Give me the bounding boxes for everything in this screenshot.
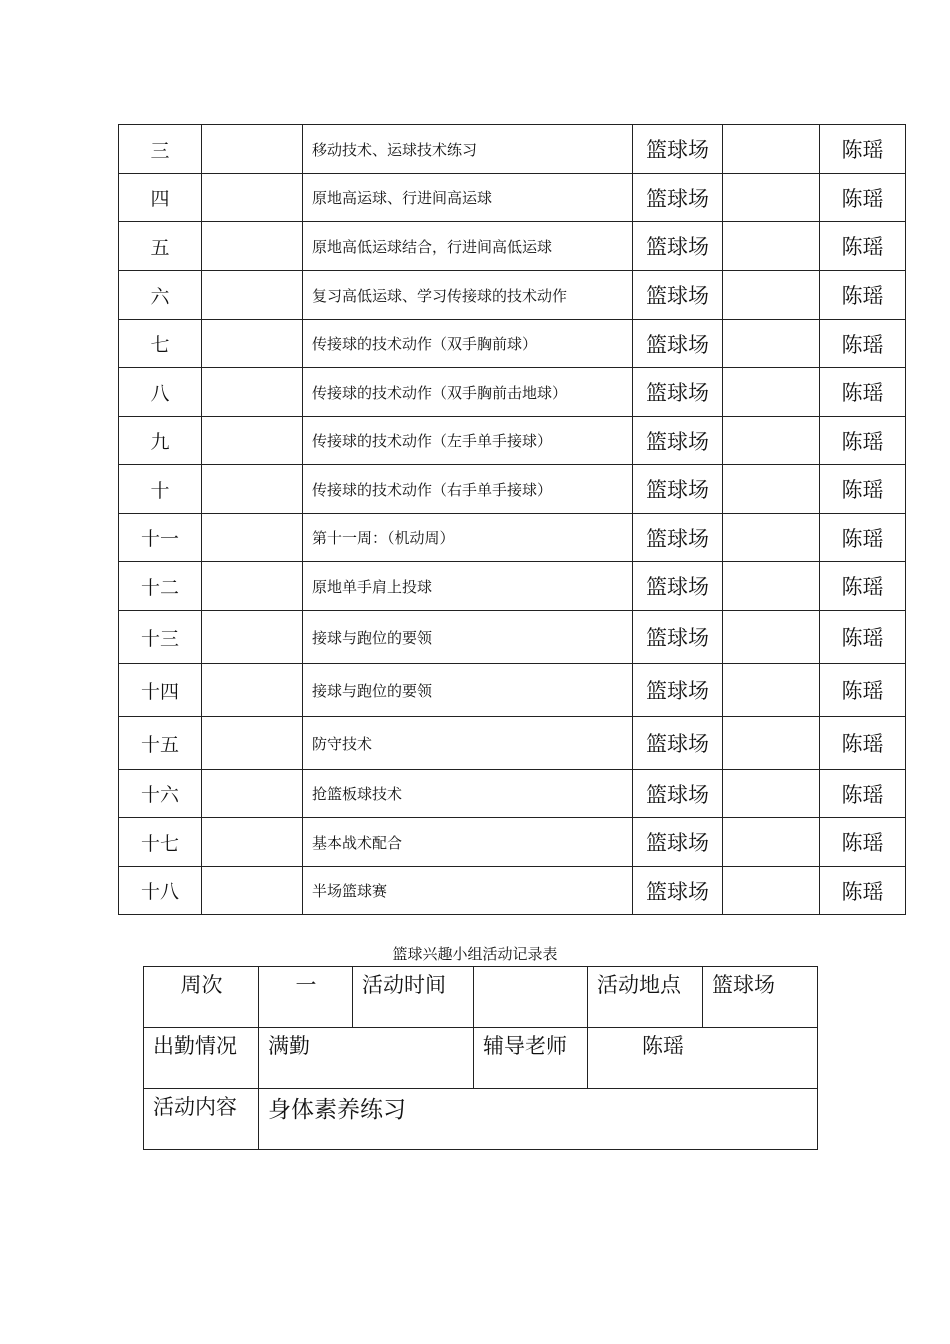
note-cell	[723, 562, 820, 611]
week-cell: 十	[119, 465, 202, 514]
note-cell	[723, 770, 820, 818]
week-cell: 十八	[119, 867, 202, 915]
venue-cell: 篮球场	[633, 125, 723, 174]
place-value: 篮球场	[703, 967, 818, 1028]
venue-cell: 篮球场	[633, 320, 723, 368]
schedule-row	[119, 465, 906, 514]
content-cell: 传接球的技术动作（双手胸前球）	[303, 320, 633, 368]
week-cell: 三	[119, 125, 202, 174]
weekly-schedule-table	[118, 124, 906, 915]
note-cell	[723, 664, 820, 717]
teacher-value: 陈瑶	[588, 1028, 818, 1089]
schedule-row	[119, 717, 906, 770]
schedule-row	[119, 770, 906, 818]
date-cell	[202, 717, 303, 770]
date-cell	[202, 174, 303, 222]
note-cell	[723, 417, 820, 465]
date-cell	[202, 125, 303, 174]
venue-cell: 篮球场	[633, 717, 723, 770]
schedule-row	[119, 818, 906, 867]
venue-cell: 篮球场	[633, 611, 723, 664]
record-row-attendance	[144, 1028, 818, 1089]
note-cell	[723, 717, 820, 770]
week-cell: 十五	[119, 717, 202, 770]
content-cell: 复习高低运球、学习传接球的技术动作	[303, 271, 633, 320]
schedule-row	[119, 867, 906, 915]
content-label: 活动内容	[144, 1089, 259, 1150]
content-cell: 移动技术、运球技术练习	[303, 125, 633, 174]
content-cell: 第十一周：（机动周）	[303, 514, 633, 562]
teacher-cell: 陈瑶	[820, 611, 906, 664]
note-cell	[723, 271, 820, 320]
teacher-cell: 陈瑶	[820, 717, 906, 770]
record-table-caption: 篮球兴趣小组活动记录表	[392, 945, 558, 963]
week-value: 一	[259, 967, 353, 1028]
note-cell	[723, 368, 820, 417]
content-cell: 传接球的技术动作（左手单手接球）	[303, 417, 633, 465]
content-cell: 传接球的技术动作（双手胸前击地球）	[303, 368, 633, 417]
content-cell: 原地高低运球结合，行进间高低运球	[303, 222, 633, 271]
note-cell	[723, 320, 820, 368]
content-cell: 抢篮板球技术	[303, 770, 633, 818]
teacher-cell: 陈瑶	[820, 664, 906, 717]
week-cell: 十七	[119, 818, 202, 867]
date-cell	[202, 611, 303, 664]
venue-cell: 篮球场	[633, 222, 723, 271]
time-label: 活动时间	[353, 967, 474, 1028]
schedule-row	[119, 664, 906, 717]
date-cell	[202, 271, 303, 320]
content-cell: 原地单手肩上投球	[303, 562, 633, 611]
week-cell: 八	[119, 368, 202, 417]
date-cell	[202, 465, 303, 514]
venue-cell: 篮球场	[633, 514, 723, 562]
activity-record-table	[143, 966, 818, 1150]
schedule-row	[119, 562, 906, 611]
teacher-cell: 陈瑶	[820, 320, 906, 368]
schedule-row	[119, 417, 906, 465]
content-cell: 接球与跑位的要领	[303, 664, 633, 717]
attendance-label: 出勤情况	[144, 1028, 259, 1089]
venue-cell: 篮球场	[633, 562, 723, 611]
attendance-value: 满勤	[259, 1028, 474, 1089]
content-cell: 半场篮球赛	[303, 867, 633, 915]
week-cell: 七	[119, 320, 202, 368]
content-cell: 基本战术配合	[303, 818, 633, 867]
venue-cell: 篮球场	[633, 818, 723, 867]
date-cell	[202, 664, 303, 717]
note-cell	[723, 174, 820, 222]
date-cell	[202, 320, 303, 368]
schedule-row	[119, 611, 906, 664]
date-cell	[202, 818, 303, 867]
week-cell: 十六	[119, 770, 202, 818]
venue-cell: 篮球场	[633, 770, 723, 818]
schedule-row	[119, 514, 906, 562]
note-cell	[723, 818, 820, 867]
venue-cell: 篮球场	[633, 465, 723, 514]
teacher-cell: 陈瑶	[820, 125, 906, 174]
note-cell	[723, 465, 820, 514]
date-cell	[202, 222, 303, 271]
time-value	[474, 967, 588, 1028]
week-cell: 五	[119, 222, 202, 271]
schedule-row	[119, 271, 906, 320]
date-cell	[202, 562, 303, 611]
content-cell: 传接球的技术动作（右手单手接球）	[303, 465, 633, 514]
teacher-cell: 陈瑶	[820, 562, 906, 611]
date-cell	[202, 368, 303, 417]
content-value: 身体素养练习	[259, 1089, 818, 1150]
week-cell: 十四	[119, 664, 202, 717]
note-cell	[723, 867, 820, 915]
content-cell: 原地高运球、行进间高运球	[303, 174, 633, 222]
week-cell: 十三	[119, 611, 202, 664]
week-cell: 九	[119, 417, 202, 465]
teacher-cell: 陈瑶	[820, 867, 906, 915]
note-cell	[723, 222, 820, 271]
schedule-row	[119, 125, 906, 174]
schedule-row	[119, 222, 906, 271]
date-cell	[202, 867, 303, 915]
date-cell	[202, 770, 303, 818]
week-cell: 十一	[119, 514, 202, 562]
teacher-cell: 陈瑶	[820, 818, 906, 867]
record-row-week	[144, 967, 818, 1028]
teacher-cell: 陈瑶	[820, 222, 906, 271]
note-cell	[723, 611, 820, 664]
week-cell: 十二	[119, 562, 202, 611]
teacher-cell: 陈瑶	[820, 770, 906, 818]
content-cell: 防守技术	[303, 717, 633, 770]
week-cell: 四	[119, 174, 202, 222]
teacher-cell: 陈瑶	[820, 174, 906, 222]
teacher-cell: 陈瑶	[820, 271, 906, 320]
schedule-row	[119, 368, 906, 417]
teacher-label: 辅导老师	[474, 1028, 588, 1089]
week-cell: 六	[119, 271, 202, 320]
venue-cell: 篮球场	[633, 417, 723, 465]
teacher-cell: 陈瑶	[820, 514, 906, 562]
content-cell: 接球与跑位的要领	[303, 611, 633, 664]
schedule-row	[119, 174, 906, 222]
week-label: 周次	[144, 967, 259, 1028]
teacher-cell: 陈瑶	[820, 465, 906, 514]
teacher-cell: 陈瑶	[820, 417, 906, 465]
venue-cell: 篮球场	[633, 664, 723, 717]
venue-cell: 篮球场	[633, 174, 723, 222]
note-cell	[723, 514, 820, 562]
schedule-row	[119, 320, 906, 368]
venue-cell: 篮球场	[633, 271, 723, 320]
schedule-body	[119, 125, 906, 915]
place-label: 活动地点	[588, 967, 703, 1028]
teacher-cell: 陈瑶	[820, 368, 906, 417]
venue-cell: 篮球场	[633, 368, 723, 417]
note-cell	[723, 125, 820, 174]
venue-cell: 篮球场	[633, 867, 723, 915]
date-cell	[202, 514, 303, 562]
date-cell	[202, 417, 303, 465]
record-row-content	[144, 1089, 818, 1150]
